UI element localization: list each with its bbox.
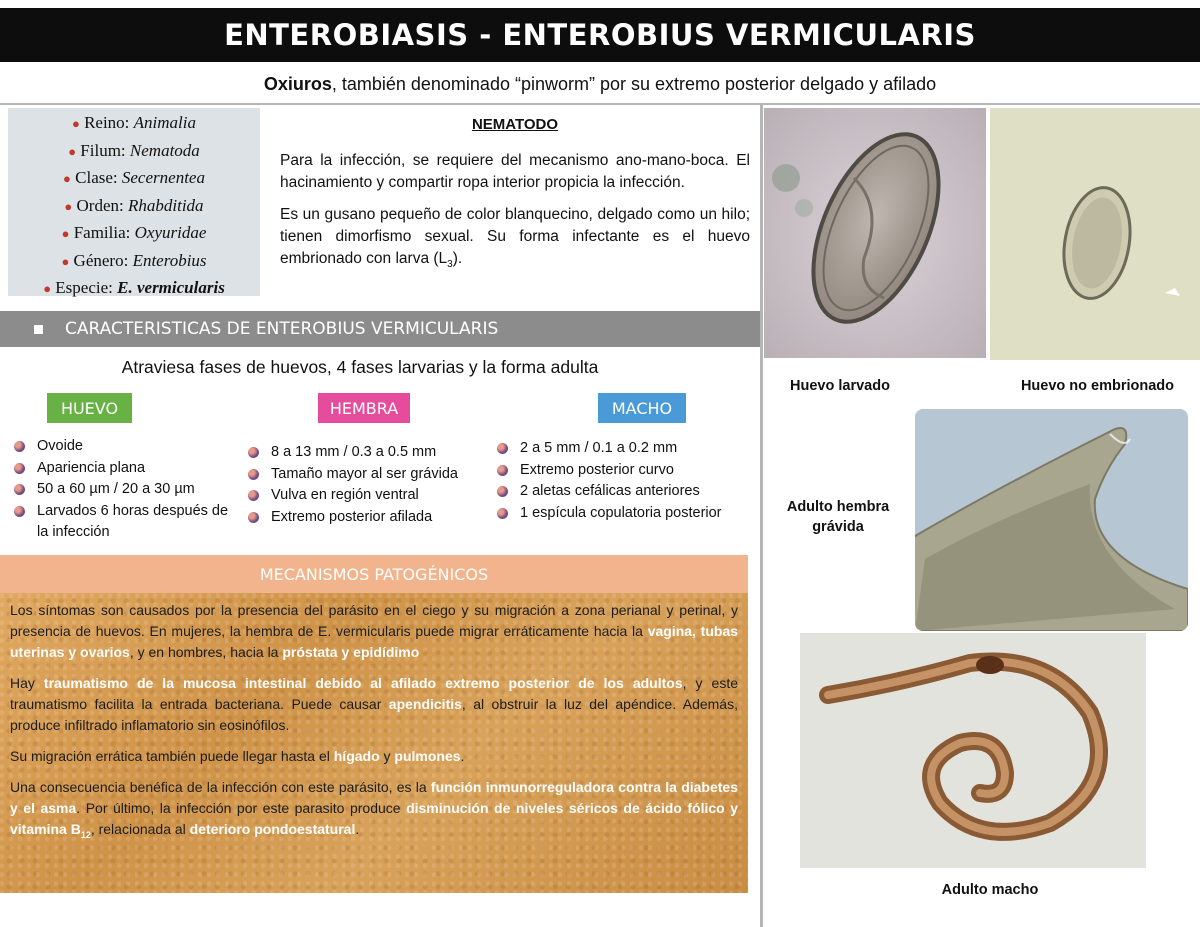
nematodo-paragraph: Para la infección, se requiere del mecanismo ano-mano-boca. El hacinamiento y compartir ropa interior propicia la infección. [280,152,750,191]
adulto-macho-image [800,633,1146,868]
nematodo-text [280,150,750,286]
list-macho [495,438,760,524]
bullet-icon [14,506,25,517]
phases-text: Atraviesa fases de huevos, 4 fases larvarias y la forma adulta [121,357,599,377]
list-item: Apariencia plana [12,458,242,480]
section-header-mecanismos: MECANISMOS PATOGÉNICOS [0,555,748,593]
badge-macho: MACHO [598,393,686,423]
bullet-icon [14,441,25,452]
bullet-icon [248,490,259,501]
subtitle-bold: Oxiuros [263,74,332,94]
list-item: 2 aletas cefálicas anteriores [495,481,760,503]
subtitle [0,74,1200,95]
list-item: 8 a 13 mm / 0.3 a 0.5 mm [246,442,496,464]
badge-hembra: HEMBRA [318,393,410,423]
square-bullet-icon [34,325,43,334]
list-item: Ovoide [12,436,242,458]
taxonomy-row: ● Especie: E. vermicularis [43,278,225,297]
bullet-icon [497,465,508,476]
taxonomy-row: ● Género: Enterobius [61,250,207,270]
bullet-icon [248,512,259,523]
caption-adulto-macho: Adulto macho [941,882,1039,898]
bullet-icon [248,469,259,480]
bullet-icon [248,447,259,458]
subtitle-rest: , también denominado “pinworm” por su extremo posterior delgado y afilado [331,74,937,94]
taxonomy-row: ● Filum: Nematoda [68,140,200,160]
divider-horizontal [0,103,1200,105]
taxonomy-box [8,108,260,296]
bullet-icon [497,486,508,497]
nematodo-title: NEMATODO [471,116,559,133]
list-hembra [246,442,496,528]
page-title: ENTEROBIASIS - ENTEROBIUS VERMICULARIS [0,8,1200,62]
list-item: Extremo posterior afilada [246,507,496,529]
caption-huevo-no-embrionado: Huevo no embrionado [1020,378,1175,394]
list-item: Larvados 6 horas después de la infección [12,501,242,544]
taxonomy-row: ● Clase: Secernentea [63,168,205,187]
taxonomy-row: ● Orden: Rhabditida [64,195,204,215]
mecanismos-paragraph: Una consecuencia benéfica de la infección con este parásito, es la función inmunorreguladora contra la diabetes y el asma. Por último, la infección por este parasito produce disminución de niveles séricos de ácido fólico y vitamina $B_{12}$, relacionada al deterioro pondoestatural. [10,779,738,840]
huevo-larvado-image [764,108,986,358]
list-item: Extremo posterior curvo [495,460,760,482]
adulto-hembra-image [915,409,1188,631]
list-item: 2 a 5 mm / 0.1 a 0.2 mm [495,438,760,460]
bullet-icon [14,484,25,495]
bullet-icon [497,508,508,519]
divider-vertical [760,105,763,927]
bullet-icon [14,463,25,474]
list-item: 50 a 60 µm / 20 a 30 µm [12,479,242,501]
section-header-caracteristicas: CARACTERISTICAS DE ENTEROBIUS VERMICULARIS [0,311,760,347]
mecanismos-paragraph: Su migración errática también puede llegar hasta el hígado y pulmones. [10,748,465,764]
mecanismos-body [0,593,748,893]
list-item: 1 espícula copulatoria posterior [495,503,760,525]
taxonomy-row: ● Reino: Animalia [71,113,197,132]
caption-adulto-hembra: Adulto hembra grávida [786,499,890,535]
huevo-no-embrionado-image [990,108,1200,360]
mecanismos-paragraph: Los síntomas son causados por la presencia del parásito en el ciego y su migración a zona perianal y perinal, y presencia de huevos. En mujeres, la hembra de E. vermicularis puede migrar erráticamente hacia la vagina, tubas uterinas y ovarios, y en hombres, hacia la próstata y epidídimo [10,602,739,660]
caption-huevo-larvado: Huevo larvado [790,378,890,394]
nematodo-paragraph: Es un gusano pequeño de color blanquecino, delgado como un hilo; tienen dimorfismo sexual. Su forma infectante es el huevo embrionado con larva $(L_3)$. [280,206,750,271]
list-huevo [12,436,242,544]
bullet-icon [497,443,508,454]
badge-huevo: HUEVO [47,393,132,423]
taxonomy-row: ● Familia: Oxyuridae [61,223,207,242]
list-item: Vulva en región ventral [246,485,496,507]
list-item: Tamaño mayor al ser grávida [246,464,496,486]
mecanismos-paragraph: Hay traumatismo de la mucosa intestinal debido al afilado extremo posterior de los adultos, y este traumatismo facilita la entrada bacteriana. Puede causar apendicitis, al obstruir la luz del apéndice. Además, produce infiltrado inflamatorio sin eosinófilos. [10,675,738,733]
